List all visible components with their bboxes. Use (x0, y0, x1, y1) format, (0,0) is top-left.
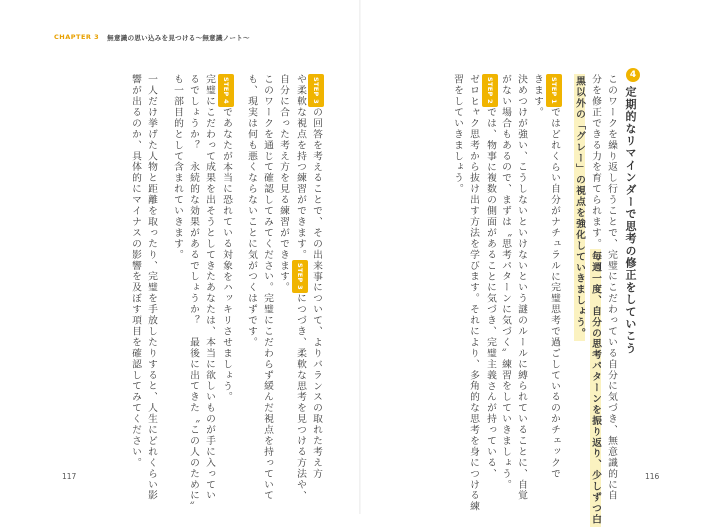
paragraph-line: 習をしていきましょう。 (452, 74, 463, 195)
paragraph-text: や柔軟な視点を持つ練習ができます。 (295, 74, 306, 261)
section-number-icon: 4 (626, 68, 640, 82)
step-badge: STEP 2 (482, 74, 498, 107)
emphasis-text: 毎週一度、自分の思考パターンを振り返り、少しずつ白 (590, 251, 601, 525)
paragraph-line: がない場合もあるので、まずは〝思考パターンに気づく〟練習をしていきましょう。 (500, 74, 511, 491)
step-badge: STEP 3 (292, 260, 308, 293)
paragraph-line (292, 74, 308, 501)
paragraph-line: 響が出るのか、具体的にマイナスの影響を及ぼす項目を確認してみてください。 (130, 74, 141, 469)
page-gutter (359, 0, 361, 514)
paragraph-line: も一部目的として含まれていきます。 (172, 74, 183, 261)
paragraph-line: このワークを繰り返し行うことで、完璧にこだわっている自分に気づき、無意識的に自 (606, 74, 617, 502)
step-badge: STEP 4 (218, 74, 234, 107)
paragraph-text: につづき、柔軟な思考を見つける方法や、 (295, 293, 306, 502)
chapter-title: 無意識の思い込みを見つける～無意識ノート～ (107, 33, 250, 42)
paragraph-text: では、物事に複数の側面があることに気づき、完璧主義さんが持っている、 (485, 106, 496, 480)
paragraph-line (572, 74, 586, 341)
page-number-right: 116 (645, 472, 660, 481)
paragraph-line (218, 74, 234, 403)
section-heading-text: 定期的なリマインダーで思考の修正をしていこう (624, 86, 637, 355)
step-badge: STEP 1 (546, 74, 562, 107)
paragraph-line: ゼロヒャク思考から抜け出す方法を学びます。それにより、多角的な思考を身につける練 (468, 74, 479, 512)
paragraph-text: ではどれくらい自分がナチュラルに完璧思考で過ごしているのかチェックで (549, 106, 560, 480)
paragraph-line (482, 74, 498, 479)
paragraph-text: の回答を考えることで、その出来事について、よりバランスの取れた考え方 (311, 106, 322, 480)
paragraph-line: も、現実は何も悪くならないことに気がつくはずです。 (246, 74, 257, 348)
paragraph-text: 分を修正できる力を育てられます。 (590, 74, 601, 250)
paragraph-line (546, 74, 562, 479)
paragraph-line: きます。 (532, 74, 543, 118)
step-badge: STEP 3 (308, 74, 324, 107)
paragraph-text: であなたが本当に恐れている対象をハッキリさせましょう。 (221, 106, 232, 403)
paragraph-line (588, 74, 602, 527)
paragraph-line: 決めつけが強い、こうしないといけないという謎のルールに縛られていることに、自覚 (516, 74, 527, 502)
paragraph-line: 自分に合った考え方を見る練習ができます。 (278, 74, 289, 293)
paragraph-line (308, 74, 324, 479)
paragraph-line: 完璧にこだわって成果を出そうとしてきたあなたは、本当に欲しいものが手に入ってい (204, 74, 215, 502)
running-header (54, 30, 250, 44)
emphasis-text: 黒以外の「グレー」の視点を強化していきましょう。 (574, 76, 585, 339)
paragraph-line: 一人だけ挙げた人物と距離を取ったり、完璧を手放したりすると、人生にどれくらい影 (146, 74, 157, 502)
page-number-left: 117 (62, 472, 77, 481)
chapter-label: CHAPTER 3 (54, 33, 100, 41)
paragraph-line: このワークを通じて確認してみてください。完璧にこだわらず緩んだ視点を持っていて (262, 74, 273, 502)
paragraph-line: るでしょうか？ 永続的な効果があるでしょうか？ 最後に出てきた〝この人のために〟 (188, 74, 199, 512)
